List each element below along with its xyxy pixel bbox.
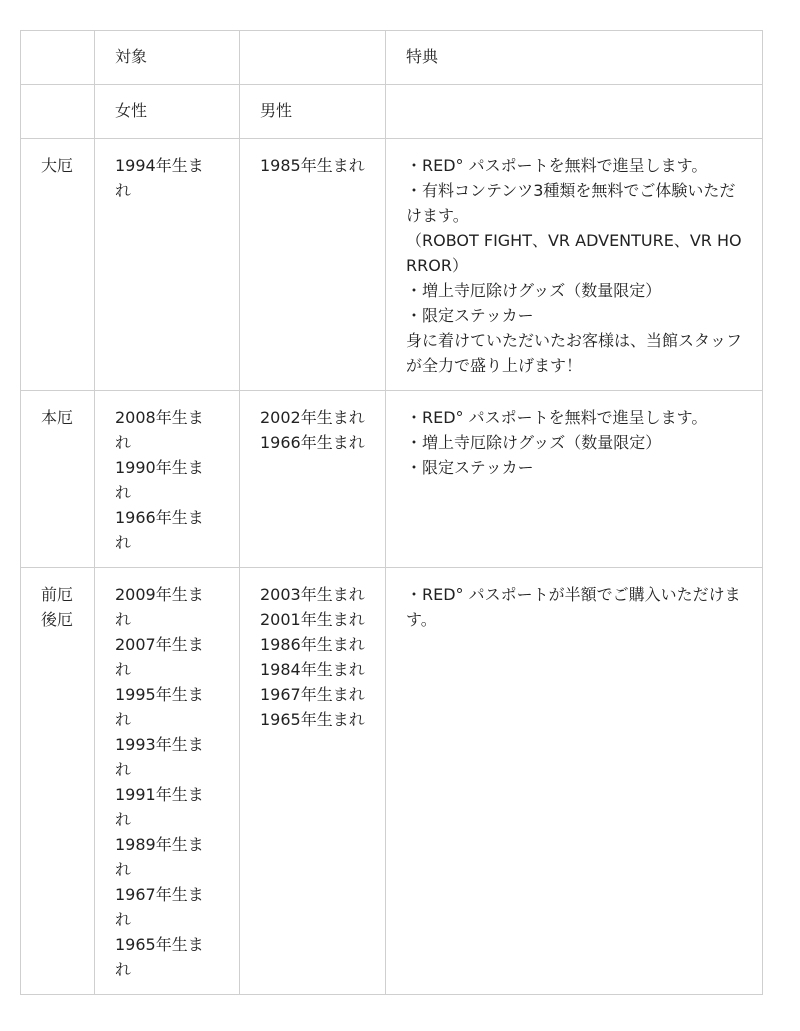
birth-year: 1984年生まれ [260,660,365,679]
male-years-cell [240,391,386,568]
table-header-row [21,31,763,85]
table-row [21,391,763,568]
birth-year: 1985年生まれ [260,156,365,175]
birth-year: 1967年生まれ [260,685,365,704]
benefit-item: ・限定ステッカー [406,458,534,477]
subheader-empty-cell [386,85,763,139]
benefit-item: ・増上寺厄除けグッズ（数量限定） [406,281,662,300]
table-subheader-row [21,85,763,139]
male-years-cell [240,139,386,391]
birth-year: 1967年生まれ [115,885,204,929]
birth-year: 2007年生まれ [115,635,204,679]
birth-year: 1993年生まれ [115,735,204,779]
birth-year: 1994年生まれ [115,156,204,200]
yaku-type-cell: 大厄 [21,139,95,391]
benefits-cell [386,139,763,391]
benefits-cell [386,391,763,568]
female-years-cell [95,568,240,995]
birth-year: 2002年生まれ [260,408,365,427]
subheader-male: 男性 [240,85,386,139]
birth-year: 2008年生まれ [115,408,204,452]
birth-year: 1995年生まれ [115,685,204,729]
female-years-cell [95,391,240,568]
benefit-item: 身に着けていただいたお客様は、当館スタッフが全力で盛り上げます！ [406,331,743,375]
birth-year: 1965年生まれ [115,935,204,979]
header-benefit: 特典 [386,31,763,85]
yaku-type-cell: 前厄後厄 [21,568,95,995]
birth-year: 1965年生まれ [260,710,365,729]
male-years-cell [240,568,386,995]
header-target: 対象 [95,31,240,85]
birth-year: 1990年生まれ [115,458,204,502]
benefit-item: ・限定ステッカー [406,306,534,325]
birth-year: 1966年生まれ [260,433,365,452]
birth-year: 2009年生まれ [115,585,204,629]
subheader-female: 女性 [95,85,240,139]
benefit-item: ・有料コンテンツ3種類を無料でご体験いただけます。 [406,181,736,225]
birth-year: 1966年生まれ [115,508,204,552]
header-empty-cell [240,31,386,85]
benefit-item: ・RED° パスポートが半額でご購入いただけます。 [406,585,741,629]
table-row [21,139,763,391]
benefit-item: ・増上寺厄除けグッズ（数量限定） [406,433,662,452]
yakudoshi-benefits-table [20,30,763,995]
benefit-item: ・RED° パスポートを無料で進呈します。 [406,156,708,175]
benefit-item: （ROBOT FIGHT、VR ADVENTURE、VR HORROR） [406,231,742,275]
birth-year: 2001年生まれ [260,610,365,629]
birth-year: 1991年生まれ [115,785,204,829]
birth-year: 1986年生まれ [260,635,365,654]
birth-year: 2003年生まれ [260,585,365,604]
female-years-cell [95,139,240,391]
benefits-cell [386,568,763,995]
benefit-item: ・RED° パスポートを無料で進呈します。 [406,408,708,427]
header-empty-cell [21,31,95,85]
birth-year: 1989年生まれ [115,835,204,879]
table-row [21,568,763,995]
subheader-empty-cell [21,85,95,139]
yaku-type-cell: 本厄 [21,391,95,568]
